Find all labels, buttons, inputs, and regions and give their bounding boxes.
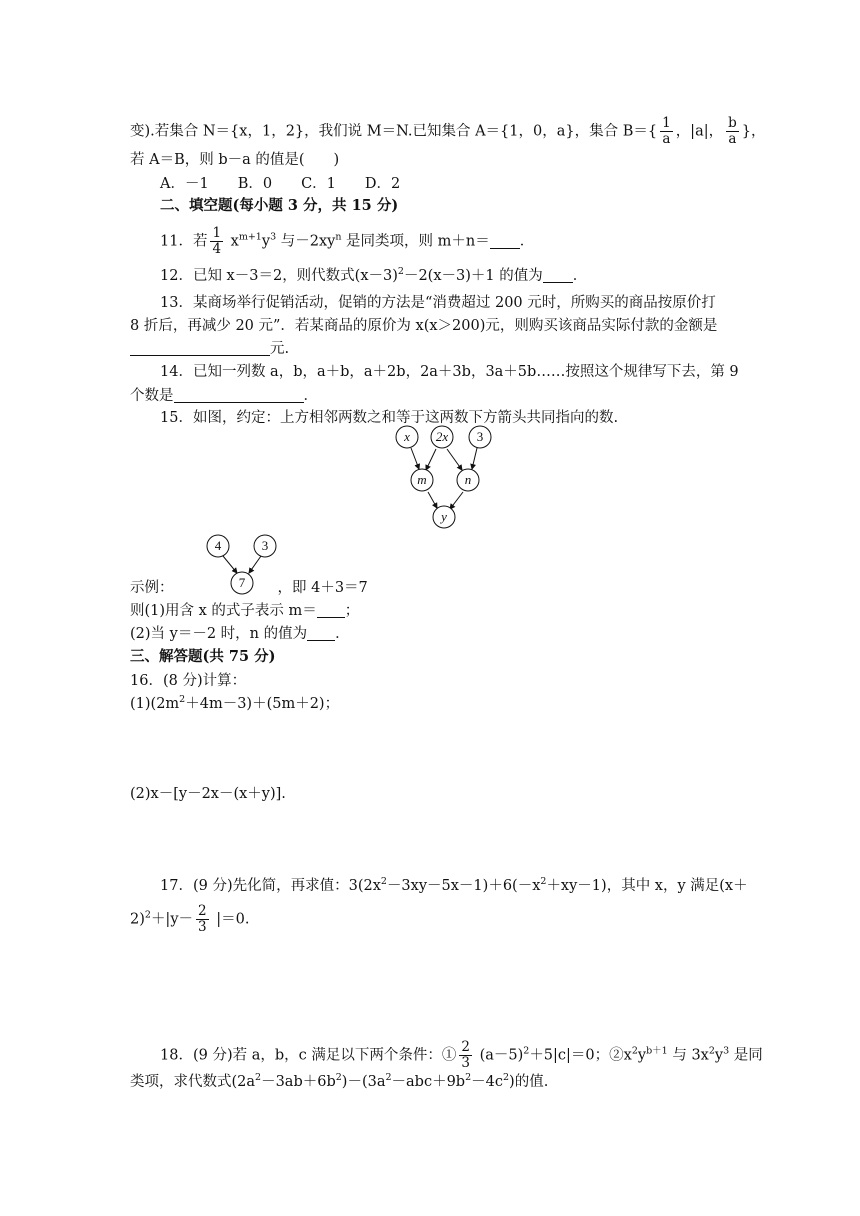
question-13-line-1: 13．某商场举行促销活动，促销的方法是“消费超过 200 元时，所购买的商品按原价打	[160, 295, 716, 311]
node-label: 3	[261, 538, 269, 553]
node-label: m	[417, 472, 427, 487]
node-label: x	[404, 429, 410, 444]
question-12: 12．已知 x－3＝2，则代数式$(x-3)^2-2(x-3)+1$ 的值为 ．	[160, 266, 588, 284]
question-11: 11．若 $\frac{1}{4}$ $x^{m+1}y^3$ 与$-2xy^n$ 是同类项，则 m＋n＝ ．	[160, 225, 535, 257]
question-18-line-2: 类项，求代数式$(2a^2-3ab+6b^2)-(3a^2-abc+9b^2-4c^2)$的值.	[130, 1072, 549, 1090]
node-label: n	[464, 472, 472, 487]
example-line: 示例： ，即 4＋3＝7	[130, 580, 368, 596]
question-15-part-1: 则(1)用含 x 的式子表示 m＝ ；	[130, 603, 360, 619]
q10-options: A．－1 B．0 C．1 D．2	[160, 176, 401, 192]
q10-line-1: 变).若集合 N＝{x，1，2}，我们说 M＝N.已知集合 A＝{1，0，a}，集合 B＝{ $\frac{1}{a}$ ，|a|， $\frac{b}{a}$ }，	[130, 115, 766, 147]
question-13-line-2: 8 折后，再减少 20 元”．若某商品的原价为 x(x＞200)元，则购买该商品实际付款的金额是	[130, 318, 718, 334]
answer-blank[interactable]	[543, 267, 573, 283]
question-13-line-3: 元.	[130, 339, 289, 359]
q10-line-2: 若 A＝B，则 b－a 的值是( )	[130, 152, 340, 168]
fraction-1-over-4: $\frac{1}{4}$	[212, 225, 222, 257]
question-16-head: 16．(8 分)计算：	[130, 673, 247, 689]
arrow	[447, 449, 462, 470]
node-label: 4	[214, 538, 222, 553]
question-14-line-2: 个数是 ．	[130, 388, 318, 404]
node-label: 2x	[435, 429, 449, 444]
arrow	[411, 448, 419, 469]
arrow	[249, 556, 261, 573]
arrow	[426, 449, 436, 470]
question-16-part-2: (2)x－[y－2x－(x＋y)].	[130, 786, 286, 802]
question-17-line-1: 17．(9 分)先化简，再求值：$3(2x^2-3xy-5x-1)+6(-x^2+xy-1)$，其中 x，y 满足(x＋	[160, 876, 748, 894]
section-2-heading: 二、填空题(每小题 3 分，共 15 分)	[160, 197, 399, 214]
node-label: 3	[476, 429, 484, 444]
question-17-line-2: 2)$^2$＋|y－ $\frac{2}{3}$ |＝0.	[130, 903, 250, 935]
question-15-part-2: (2)当 y＝－2 时，n 的值为 ．	[130, 626, 350, 642]
arrow	[428, 492, 437, 508]
answer-blank[interactable]	[490, 233, 520, 249]
answer-blank[interactable]	[174, 387, 304, 403]
question-14-line-1: 14．已知一列数 a，b，a＋b，a＋2b，2a＋3b，3a＋5b……按照这个规律写下去，第 9	[160, 364, 739, 380]
arrow	[450, 492, 463, 509]
node-label: 7	[238, 575, 246, 590]
answer-blank[interactable]	[307, 625, 335, 641]
fraction-1-over-a: $\frac{1}{a}$	[662, 115, 671, 147]
question-15-line-1: 15．如图，约定：上方相邻两数之和等于这两数下方箭头共同指向的数.	[160, 410, 619, 426]
question-16-part-1: $(1)(2m^2+4m-3)+(5m+2)$；	[130, 694, 340, 712]
fraction-b-over-a: $\frac{b}{a}$	[728, 115, 737, 147]
answer-blank[interactable]	[317, 602, 345, 618]
question-18-line-1: 18．(9 分)若 a，b，c 满足以下两个条件：① $\frac{2}{3}$ $(a-5)^2+5|c|=0$；$②x^2y^{b+1}$ 与 $3x^2y^3$ 是同	[160, 1039, 763, 1071]
sum-tree-diagram	[380, 420, 510, 532]
arrow	[472, 448, 477, 469]
node-label: y	[441, 509, 447, 524]
arrow	[223, 556, 237, 573]
fraction-2-over-3: $\frac{2}{3}$	[198, 903, 207, 935]
fraction-2-over-3: $\frac{2}{3}$	[461, 1039, 470, 1071]
answer-blank[interactable]	[130, 340, 270, 356]
section-3-heading: 三、解答题(共 75 分)	[130, 648, 276, 665]
